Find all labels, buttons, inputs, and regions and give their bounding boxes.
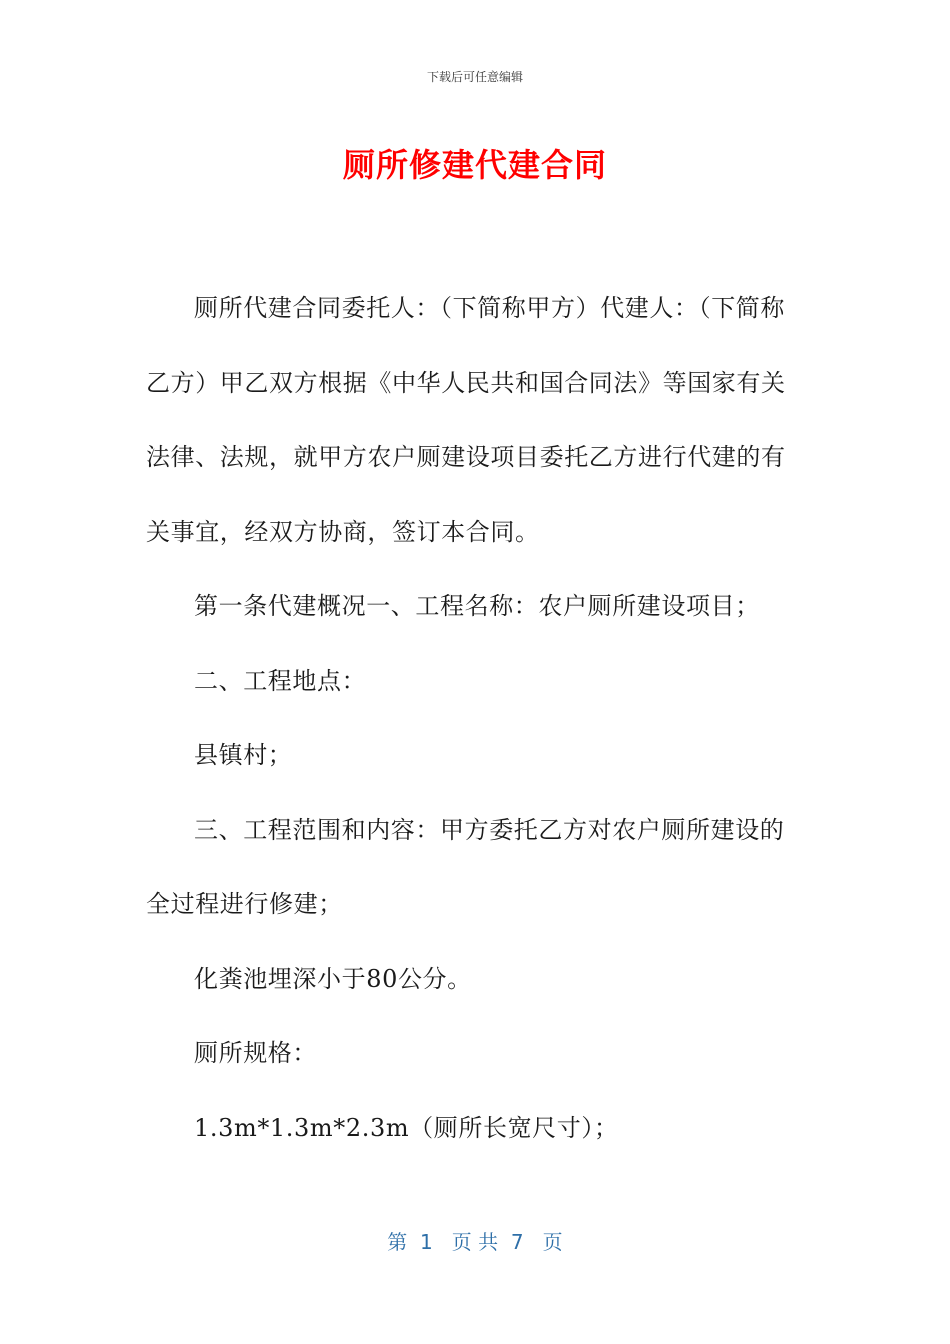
paragraph-article-one: 第一条代建概况一、工程名称：农户厕所建设项目； xyxy=(194,592,760,620)
paragraph-septic-depth: 化粪池埋深小于80公分。 xyxy=(194,964,472,993)
header-note: 下载后可任意编辑 xyxy=(426,70,523,84)
paragraph-spec-heading: 厕所规格： xyxy=(194,1039,317,1067)
paragraph-location: 县镇村； xyxy=(194,741,293,769)
paragraph-scope: 三、工程范围和内容：甲方委托乙方对农户厕所建设的全过程进行修建； xyxy=(146,815,785,918)
paragraph-spec-size: 1.3m*1.3m*2.3m（厕所长宽尺寸）； xyxy=(194,1113,619,1142)
paragraph-location-heading: 二、工程地点： xyxy=(194,666,367,695)
document-body xyxy=(146,271,794,1165)
document-title: 厕所修建代建合同 xyxy=(342,146,607,184)
paragraph-intro: 厕所代建合同委托人：（下简称甲方）代建人：（下简称乙方）甲乙双方根据《中华人民共和国合同法》等国家有关法律、法规，就甲方农户厕建设项目委托乙方进行代建的有关事宜，经双方协商，签订本合同。 xyxy=(146,294,786,546)
page-indicator: 第 1 页 共 7 页 xyxy=(387,1230,563,1254)
